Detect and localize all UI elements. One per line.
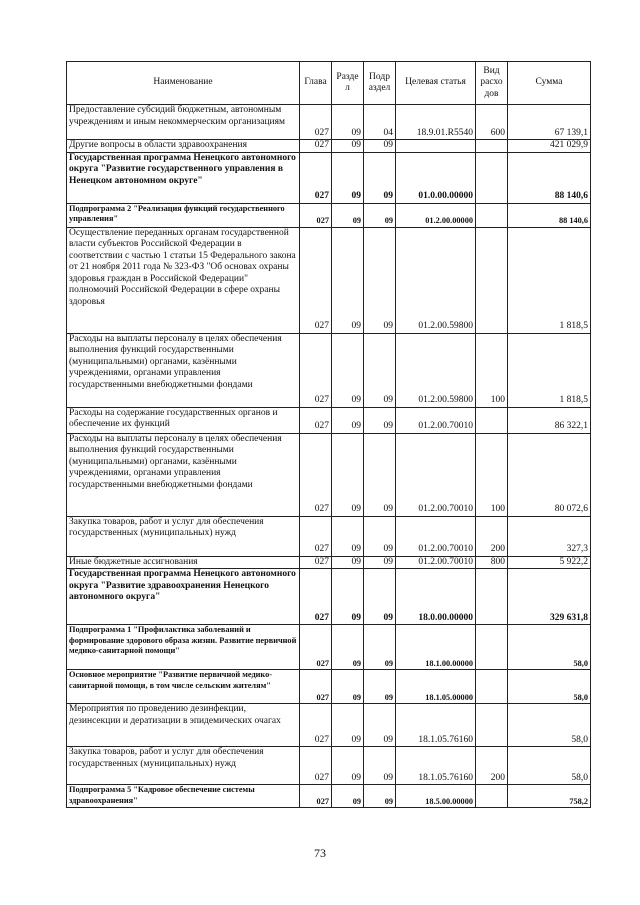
- row-subsection: 09: [364, 569, 396, 625]
- row-target: 01.2.00.70010: [396, 433, 476, 516]
- table-row: [67, 105, 591, 140]
- row-name: Осуществление переданных органам государственной власти субъектов Российской Федерации в соответствии с частью 1 статьи 15 Федерального закона от 21 ноября 2011 года № 323-ФЗ "Об основах охраны здоровья граждан в Российской Федерации" полномочий Российской Федерации в сфере охраны здоровья: [67, 227, 300, 333]
- row-section: 09: [332, 203, 364, 227]
- table-row: [67, 433, 591, 516]
- header-chapter: Глава: [300, 62, 332, 105]
- budget-table: [66, 61, 591, 808]
- row-subsection: 09: [364, 785, 396, 808]
- row-chapter: 027: [300, 625, 332, 670]
- row-name: Основное мероприятие "Развитие первичной медико-санитарной помощи, в том числе сельским жителям": [67, 670, 300, 704]
- row-chapter: 027: [300, 203, 332, 227]
- row-sum: 80 072,6: [508, 433, 591, 516]
- row-kind: 200: [476, 516, 508, 556]
- table-row: [67, 625, 591, 670]
- row-target: 01.2.00.70010: [396, 556, 476, 569]
- row-kind: [476, 407, 508, 433]
- row-kind: [476, 625, 508, 670]
- row-section: 09: [332, 407, 364, 433]
- row-target: 01.2.00.70010: [396, 407, 476, 433]
- row-kind: [476, 140, 508, 153]
- row-name: Расходы на содержание государственных органов и обеспечение их функций: [67, 407, 300, 433]
- row-subsection: 09: [364, 516, 396, 556]
- row-target: 01.2.00.59800: [396, 333, 476, 407]
- row-name: Государственная программа Ненецкого автономного округа "Развитие здравоохранения Ненецкого автономного округа": [67, 569, 300, 625]
- table-header-row: [67, 62, 591, 105]
- table-row: [67, 556, 591, 569]
- table-row: [67, 516, 591, 556]
- row-sum: 58,0: [508, 747, 591, 785]
- row-sum: 1 818,5: [508, 227, 591, 333]
- row-sum: 58,0: [508, 704, 591, 747]
- row-section: 09: [332, 433, 364, 516]
- row-kind: [476, 670, 508, 704]
- row-name: Подпрограмма 2 "Реализация функций государственного управления": [67, 203, 300, 227]
- row-subsection: 09: [364, 625, 396, 670]
- table-row: [67, 227, 591, 333]
- row-target: 18.1.05.00000: [396, 670, 476, 704]
- header-subsection: Подр аздел: [364, 62, 396, 105]
- row-section: 09: [332, 625, 364, 670]
- row-sum: 67 139,1: [508, 105, 591, 140]
- row-name: Другие вопросы в области здравоохранения: [67, 140, 300, 153]
- row-chapter: 027: [300, 407, 332, 433]
- row-subsection: 09: [364, 433, 396, 516]
- row-section: 09: [332, 704, 364, 747]
- row-name: Закупка товаров, работ и услуг для обеспечения государственных (муниципальных) нужд: [67, 747, 300, 785]
- row-target: [396, 140, 476, 153]
- row-section: 09: [332, 333, 364, 407]
- row-sum: 758,2: [508, 785, 591, 808]
- row-section: 09: [332, 227, 364, 333]
- table-row: [67, 704, 591, 747]
- row-name: Мероприятия по проведению дезинфекции, дезинсекции и дератизации в эпидемических очагах: [67, 704, 300, 747]
- header-sum: Сумма: [508, 62, 591, 105]
- table-row: [67, 203, 591, 227]
- row-target: 01.0.00.00000: [396, 152, 476, 203]
- row-chapter: 027: [300, 670, 332, 704]
- row-chapter: 027: [300, 516, 332, 556]
- row-section: 09: [332, 140, 364, 153]
- row-subsection: 09: [364, 140, 396, 153]
- row-name: Закупка товаров, работ и услуг для обеспечения государственных (муниципальных) нужд: [67, 516, 300, 556]
- table-row: [67, 140, 591, 153]
- table-row: [67, 785, 591, 808]
- row-kind: 600: [476, 105, 508, 140]
- row-sum: 421 029,9: [508, 140, 591, 153]
- header-kind: Вид расхо дов: [476, 62, 508, 105]
- row-name: Иные бюджетные ассигнования: [67, 556, 300, 569]
- row-kind: [476, 785, 508, 808]
- row-target: 01.2.00.00000: [396, 203, 476, 227]
- row-sum: 88 140,6: [508, 203, 591, 227]
- row-target: 18.0.00.00000: [396, 569, 476, 625]
- row-section: 09: [332, 670, 364, 704]
- row-chapter: 027: [300, 747, 332, 785]
- row-chapter: 027: [300, 433, 332, 516]
- row-target: 18.9.01.R5540: [396, 105, 476, 140]
- row-subsection: 09: [364, 670, 396, 704]
- table-row: [67, 569, 591, 625]
- row-sum: 5 922,2: [508, 556, 591, 569]
- row-chapter: 027: [300, 227, 332, 333]
- row-section: 09: [332, 516, 364, 556]
- header-name: Наименование: [67, 62, 300, 105]
- row-target: 01.2.00.70010: [396, 516, 476, 556]
- row-sum: 1 818,5: [508, 333, 591, 407]
- row-chapter: 027: [300, 140, 332, 153]
- row-section: 09: [332, 556, 364, 569]
- row-subsection: 09: [364, 203, 396, 227]
- row-section: 09: [332, 105, 364, 140]
- row-subsection: 09: [364, 407, 396, 433]
- row-name: Государственная программа Ненецкого автономного округа "Развитие государственного управления в Ненецком автономном округе": [67, 152, 300, 203]
- row-kind: 800: [476, 556, 508, 569]
- row-section: 09: [332, 152, 364, 203]
- row-subsection: 09: [364, 152, 396, 203]
- row-target: 18.5.00.00000: [396, 785, 476, 808]
- row-subsection: 04: [364, 105, 396, 140]
- row-kind: [476, 152, 508, 203]
- row-section: 09: [332, 569, 364, 625]
- row-sum: 58,0: [508, 625, 591, 670]
- row-kind: [476, 203, 508, 227]
- row-target: 01.2.00.59800: [396, 227, 476, 333]
- row-section: 09: [332, 747, 364, 785]
- row-kind: [476, 227, 508, 333]
- row-name: Предоставление субсидий бюджетным, автономным учреждениям и иным некоммерческим организациям: [67, 105, 300, 140]
- row-subsection: 09: [364, 333, 396, 407]
- row-name: Расходы на выплаты персоналу в целях обеспечения выполнения функций государственными (муниципальными) органами, казёнными учреждениями, органами управления государственными внебюджетными фондами: [67, 433, 300, 516]
- row-sum: 86 322,1: [508, 407, 591, 433]
- row-target: 18.1.05.76160: [396, 747, 476, 785]
- row-kind: [476, 704, 508, 747]
- row-name: Расходы на выплаты персоналу в целях обеспечения выполнения функций государственными (муниципальными) органами, казёнными учреждениями, органами управления государственными внебюджетными фондами: [67, 333, 300, 407]
- row-kind: 100: [476, 433, 508, 516]
- row-chapter: 027: [300, 704, 332, 747]
- row-sum: 327,3: [508, 516, 591, 556]
- row-sum: 58,0: [508, 670, 591, 704]
- row-kind: 200: [476, 747, 508, 785]
- table-row: [67, 333, 591, 407]
- row-section: 09: [332, 785, 364, 808]
- table-row: [67, 407, 591, 433]
- table-row: [67, 152, 591, 203]
- row-chapter: 027: [300, 152, 332, 203]
- row-kind: [476, 569, 508, 625]
- header-section: Разде л: [332, 62, 364, 105]
- row-chapter: 027: [300, 333, 332, 407]
- table-row: [67, 670, 591, 704]
- row-chapter: 027: [300, 105, 332, 140]
- row-chapter: 027: [300, 785, 332, 808]
- row-sum: 329 631,8: [508, 569, 591, 625]
- row-sum: 88 140,6: [508, 152, 591, 203]
- header-target: Целевая статья: [396, 62, 476, 105]
- row-subsection: 09: [364, 747, 396, 785]
- row-subsection: 09: [364, 704, 396, 747]
- row-target: 18.1.00.00000: [396, 625, 476, 670]
- row-name: Подпрограмма 1 "Профилактика заболеваний и формирование здорового образа жизни. Развитие первичной медико-санитарной помощи": [67, 625, 300, 670]
- row-subsection: 09: [364, 556, 396, 569]
- row-name: Подпрограмма 5 "Кадровое обеспечение системы здравоохранения": [67, 785, 300, 808]
- page-number: 73: [314, 846, 326, 860]
- row-target: 18.1.05.76160: [396, 704, 476, 747]
- row-subsection: 09: [364, 227, 396, 333]
- row-chapter: 027: [300, 556, 332, 569]
- table-row: [67, 747, 591, 785]
- row-kind: 100: [476, 333, 508, 407]
- row-chapter: 027: [300, 569, 332, 625]
